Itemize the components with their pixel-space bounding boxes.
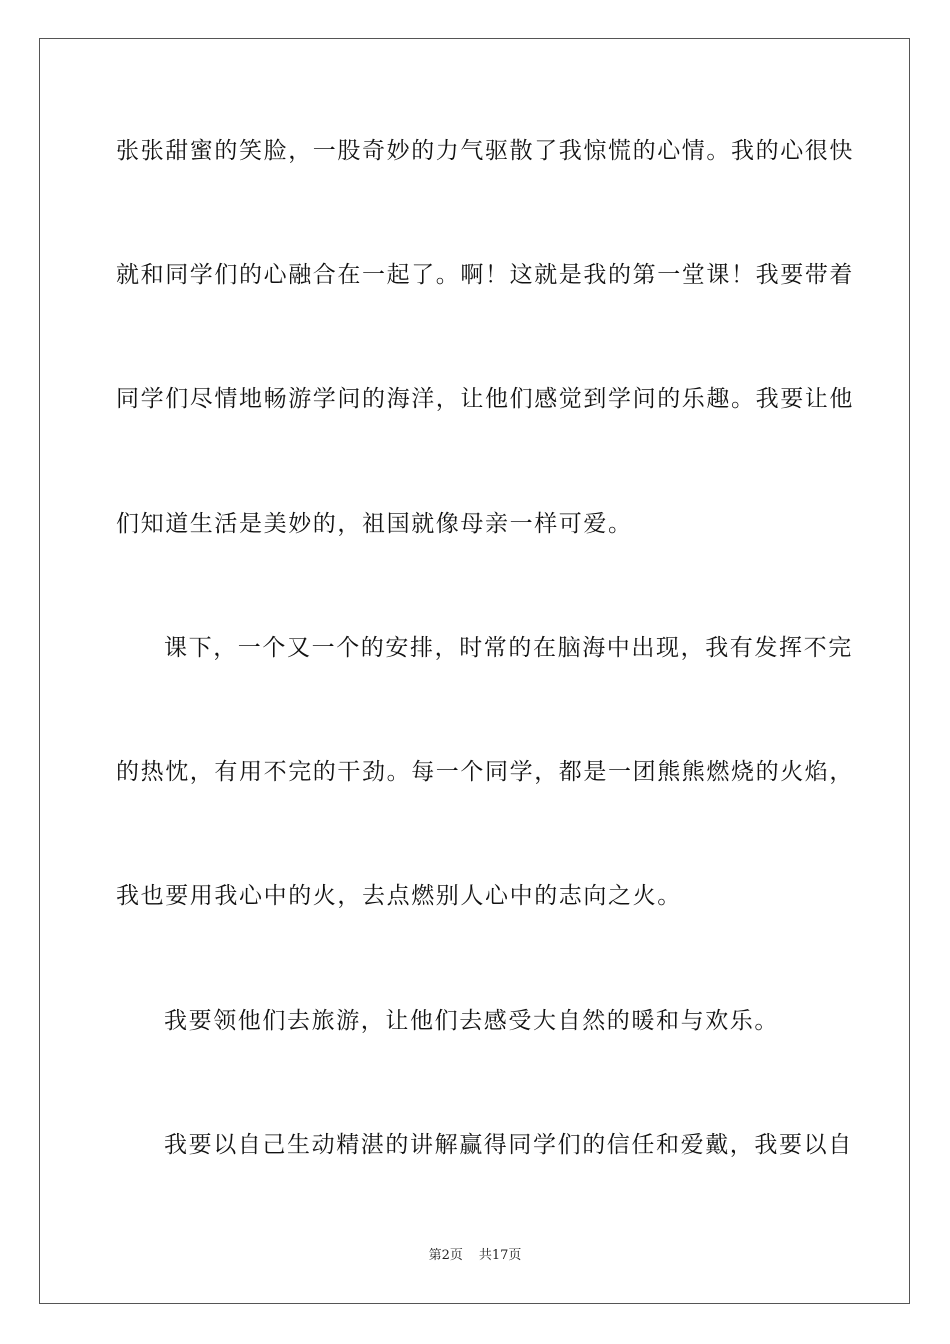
page-footer [0,1247,950,1265]
text-line: 们知道生活是美妙的，祖国就像母亲一样可爱。 [116,511,633,537]
text-line: 张张甜蜜的笑脸，一股奇妙的力气驱散了我惊慌的心情。我的心很快 [116,138,854,164]
page-total: 共17页 [478,1248,522,1263]
paragraph-first-line: 我要以自己生动精湛的讲解赢得同学们的信任和爱戴，我要以自 [164,1132,853,1158]
text-line: 我也要用我心中的火，去点燃别人心中的志向之火。 [116,883,682,909]
text-line: 同学们尽情地畅游学问的海洋，让他们感觉到学问的乐趣。我要让他 [116,386,854,412]
paragraph-first-line: 我要领他们去旅游，让他们去感受大自然的暖和与欢乐。 [164,1008,779,1034]
page-frame [39,38,910,1304]
paragraph-first-line: 课下，一个又一个的安排，时常的在脑海中出现，我有发挥不完 [164,635,853,661]
page-number: 第2页 [428,1248,463,1263]
text-line: 的热忱，有用不完的干劲。每一个同学，都是一团熊熊燃烧的火焰， [116,759,854,785]
text-line: 就和同学们的心融合在一起了。啊！这就是我的第一堂课！我要带着 [116,262,854,288]
